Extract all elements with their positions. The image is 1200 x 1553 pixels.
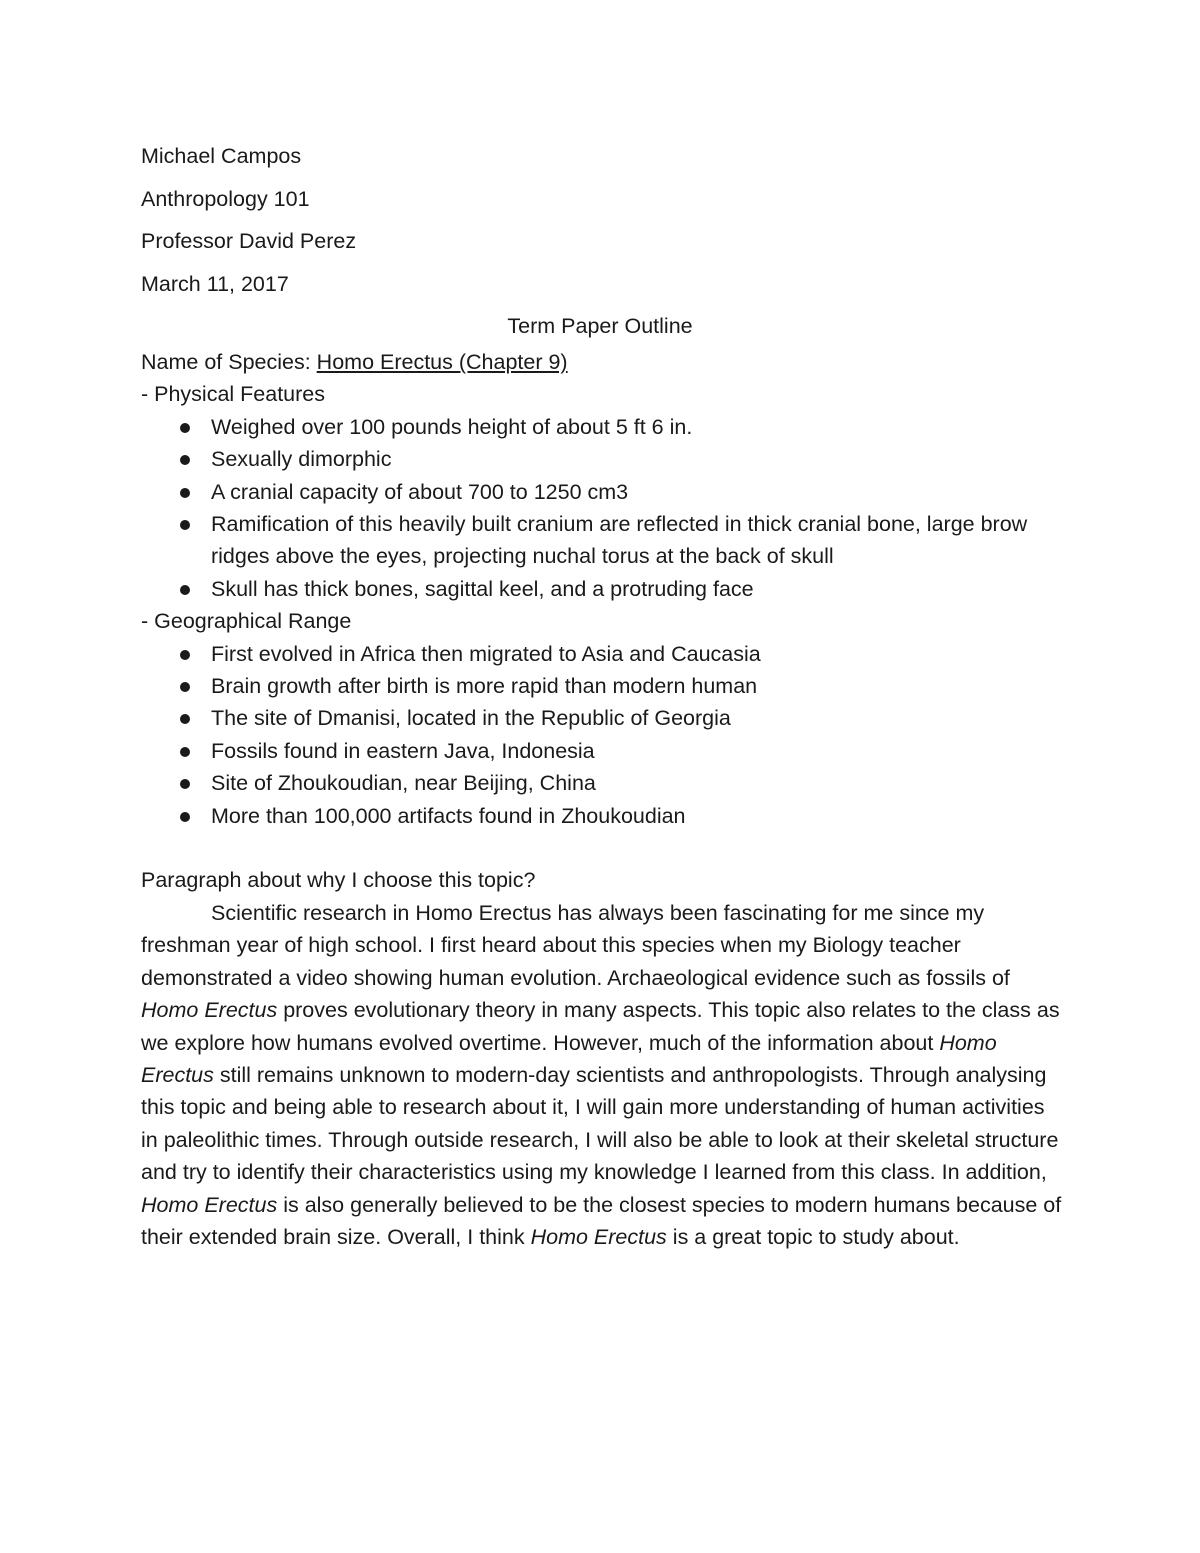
paragraph-text: still remains unknown to modern-day scientists and anthropologists. Through analysing this topic and being able to research about it, I will gain more understanding of human activities in paleolithic times. Through outside research, I will also be able to look at their skeletal structure and try to identify their characteristics using my knowledge I learned from this class. In addition, <box>141 1062 1059 1185</box>
list-item: Ramification of this heavily built cranium are reflected in thick cranial bone, large brow ridges above the eyes, projecting nuchal torus at the back of skull <box>141 508 1071 573</box>
list-item: Fossils found in eastern Java, Indonesia <box>141 735 1071 767</box>
list-item: Site of Zhoukoudian, near Beijing, China <box>141 767 1071 799</box>
geographical-range-heading: - Geographical Range <box>141 609 352 634</box>
physical-features-heading: - Physical Features <box>141 382 326 407</box>
list-item: First evolved in Africa then migrated to Asia and Caucasia <box>141 638 1071 670</box>
document-title <box>0 313 1200 339</box>
species-emphasis: Homo Erectus <box>141 998 278 1023</box>
paragraph-text: proves evolutionary theory in many aspects. This topic also relates to the class as we explore how humans evolved overtime. However, much of the information about <box>141 998 1060 1055</box>
list-item: Weighed over 100 pounds height of about 5 ft 6 in. <box>141 411 1071 443</box>
list-item: More than 100,000 artifacts found in Zhoukoudian <box>141 800 1071 832</box>
list-item: The site of Dmanisi, located in the Republic of Georgia <box>141 702 1071 734</box>
list-item: Skull has thick bones, sagittal keel, and a protruding face <box>141 573 1071 605</box>
paragraph-question: Paragraph about why I choose this topic? <box>141 868 536 893</box>
document-title-text: Term Paper Outline <box>507 314 693 338</box>
paragraph-text: is also generally believed to be the closest species to modern humans because of their extended brain size. Overall, I think <box>141 1192 1062 1249</box>
course-name: Anthropology 101 <box>141 187 310 211</box>
geographical-range-list <box>141 638 1071 832</box>
list-item: Brain growth after birth is more rapid than modern human <box>141 670 1071 702</box>
professor-name: Professor David Perez <box>141 229 357 253</box>
paragraph-text: Scientific research in Homo Erectus has always been fascinating for me since my freshman year of high school. I first heard about this species when my Biology teacher demonstrated a video showing human evolution. Archaeological evidence such as fossils of <box>141 900 1010 990</box>
species-line <box>141 346 1071 378</box>
outline-body <box>141 346 1071 1253</box>
species-emphasis: Homo Erectus <box>141 1030 997 1087</box>
species-emphasis: Homo Erectus <box>141 1192 278 1217</box>
species-label: Name of Species: <box>141 350 317 374</box>
topic-paragraph <box>141 897 1066 1253</box>
document-date: March 11, 2017 <box>141 272 289 296</box>
physical-features-list <box>141 411 1071 605</box>
list-item: Sexually dimorphic <box>141 443 1071 475</box>
blank-line <box>141 832 1071 864</box>
paragraph-text: is a great topic to study about. <box>666 1224 960 1249</box>
species-emphasis: Homo Erectus <box>530 1224 667 1249</box>
list-item: A cranial capacity of about 700 to 1250 cm3 <box>141 476 1071 508</box>
species-value: Homo Erectus (Chapter 9) <box>316 350 568 374</box>
author-name: Michael Campos <box>141 144 302 168</box>
